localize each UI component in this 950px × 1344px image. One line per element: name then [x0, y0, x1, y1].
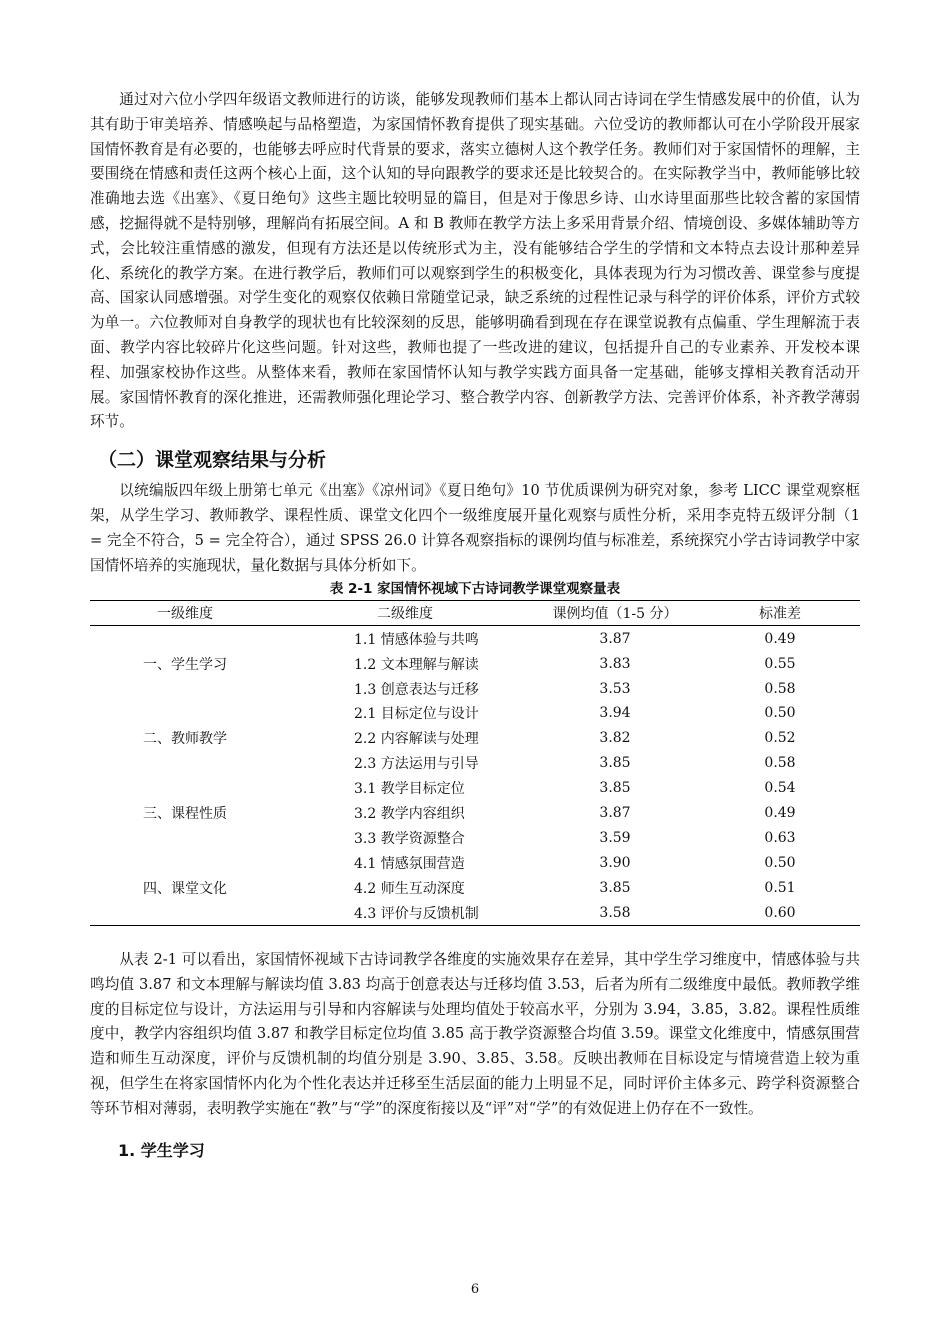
- mean-cell: 3.85: [599, 879, 631, 896]
- sd-cell: 0.58: [764, 680, 796, 697]
- subdimension-cell: 2.2 内容解读与处理: [354, 731, 479, 748]
- dimension-cell: 三、课程性质: [143, 806, 227, 823]
- mean-cell: 3.87: [599, 630, 631, 647]
- sd-cell: 0.60: [764, 904, 796, 921]
- table-row: [90, 776, 860, 801]
- observation-table: [90, 600, 860, 926]
- spacer: [90, 926, 860, 948]
- sd-cell: 0.58: [764, 755, 796, 772]
- subdimension-cell: 1.1 情感体验与共鸣: [354, 631, 479, 648]
- header-cell: 标准差: [700, 601, 860, 626]
- mean-cell: 3.85: [599, 780, 631, 797]
- subdimension-cell: 3.2 教学内容组织: [354, 806, 465, 823]
- subdimension-cell: 4.3 评价与反馈机制: [354, 905, 479, 922]
- mean-cell: 3.58: [599, 904, 631, 921]
- sd-cell: 0.49: [764, 805, 796, 822]
- document-page: [90, 88, 860, 1166]
- table-caption: 表 2-1 家国情怀视域下古诗词教学课堂观察量表: [329, 581, 621, 598]
- sd-cell: 0.63: [764, 829, 796, 846]
- header-cell: 课例均值（1-5 分）: [530, 601, 700, 626]
- dimension-cell: 四、课堂文化: [143, 880, 227, 897]
- table-header-row: [90, 601, 860, 626]
- mean-cell: 3.94: [599, 705, 631, 722]
- header-cell: 二级维度: [280, 601, 530, 626]
- mean-cell: 3.83: [599, 655, 631, 672]
- subsection-heading: 1. 学生学习: [118, 1140, 205, 1160]
- body-paragraph-observation: 以统编版四年级上册第七单元《出塞》《凉州词》《夏日绝句》10 节优质课例为研究对象，参考 LICC 课堂观察框架，从学生学习、教师教学、课程性质、课堂文化四个一级维度展开量化观察与质性分析，采用李克特五级评分制（1 = 完全不符合，5 = 完全符合），通过 SPSS 26.0 计算各观察指标的课例均值与标准差，系统探究小学古诗词教学中家国情怀培养的实施现状，量化数据与具体分析如下。: [90, 482, 860, 574]
- mean-cell: 3.85: [599, 755, 631, 772]
- subdimension-cell: 4.2 师生互动深度: [354, 880, 465, 897]
- subdimension-cell: 1.2 文本理解与解读: [354, 656, 479, 673]
- table-row: [90, 626, 860, 651]
- page-number: 6: [470, 1282, 480, 1297]
- header-cell: 一级维度: [90, 601, 280, 626]
- table-row: [90, 850, 860, 875]
- subdimension-cell: 2.1 目标定位与设计: [354, 706, 479, 723]
- subdimension-cell: 3.3 教学资源整合: [354, 830, 465, 847]
- mean-cell: 3.82: [599, 730, 631, 747]
- sd-cell: 0.51: [764, 879, 796, 896]
- sd-cell: 0.54: [764, 780, 796, 797]
- mean-cell: 3.53: [599, 680, 631, 697]
- section-heading: （二）课堂观察结果与分析: [98, 449, 327, 472]
- body-paragraph-interview: 通过对六位小学四年级语文教师进行的访谈，能够发现教师们基本上都认同古诗词在学生情感发展中的价值，认为其有助于审美培养、情感唤起与品格塑造，为家国情怀教育提供了现实基础。六位受访的教师都认可在小学阶段开展家国情怀教育是有必要的，也能够去呼应时代背景的要求，落实立德树人这个教学任务。教师们对于家国情怀的理解，主要围绕在情感和责任这两个核心上面，这个认知的导向跟教学的要求还是比较契合的。在实际教学当中，教师能够比较准确地去选《出塞》、《夏日绝句》这些主题比较明显的篇目，但是对于像思乡诗、山水诗里面那些比较含蓄的家国情感，挖掘得就不是特别够，理解尚有拓展空间。A 和 B 教师在教学方法上多采用背景介绍、情境创设、多媒体辅助等方式，会比较注重情感的激发，但现有方法还是以传统形式为主，没有能够结合学生的学情和文本特点去设计那种差异化、系统化的教学方案。在进行教学后，教师们可以观察到学生的积极变化，具体表现为行为习惯改善、课堂参与度提高、国家认同感增强。对学生变化的观察仅依赖日常随堂记录，缺乏系统的过程性记录与科学的评价体系，评价方式较为单一。六位教师对自身教学的现状也有比较深刻的反思，能够明确看到现在存在课堂说教有点偏重、学生理解流于表面、教学内容比较碎片化这些问题。针对这些，教师也提了一些改进的建议，包括提升自己的专业素养、开发校本课程、加强家校协作这些。从整体来看，教师在家国情怀认知与教学实践方面具备一定基础，能够支撑相关教育活动开展。家国情怀教育的深化推进，还需教师强化理论学习、整合教学内容、创新教学方法、完善评价体系，补齐教学薄弱环节。: [90, 91, 860, 431]
- sd-cell: 0.49: [764, 630, 796, 647]
- sd-cell: 0.50: [764, 705, 796, 722]
- mean-cell: 3.87: [599, 805, 631, 822]
- subdimension-cell: 4.1 情感氛围营造: [354, 855, 465, 872]
- sd-cell: 0.50: [764, 854, 796, 871]
- table-row: [90, 701, 860, 726]
- dimension-cell: 一、学生学习: [143, 656, 227, 673]
- subdimension-cell: 2.3 方法运用与引导: [354, 756, 479, 773]
- body-paragraph-analysis: 从表 2-1 可以看出，家国情怀视域下古诗词教学各维度的实施效果存在差异，其中学生学习维度中，情感体验与共鸣均值 3.87 和文本理解与解读均值 3.83 均高于创意表达与迁移均值 3.53，后者为所有二级维度中最低。教师教学维度的目标定位与设计，方法运用与引导和内容解读与处理均值处于较高水平，分别为 3.94，3.85，3.82。课程性质维度中，教学内容组织均值 3.87 和教学目标定位均值 3.85 高于教学资源整合均值 3.59。课堂文化维度中，情感氛围营造和师生互动深度，评价与反馈机制的均值分别是 3.90、3.85、3.58。反映出教师在目标设定与情境营造上较为重视，但学生在将家国情怀内化为个性化表达并迁移至生活层面的能力上明显不足，同时评价主体多元、跨学科资源整合等环节相对薄弱，表明教学实施在“教”与“学”的深度衔接以及“评”对“学”的有效促进上仍存在不一致性。: [90, 951, 860, 1117]
- subdimension-cell: 3.1 教学目标定位: [354, 781, 465, 798]
- sd-cell: 0.55: [764, 655, 796, 672]
- mean-cell: 3.59: [599, 829, 631, 846]
- sd-cell: 0.52: [764, 730, 796, 747]
- mean-cell: 3.90: [599, 854, 631, 871]
- dimension-cell: 二、教师教学: [143, 731, 227, 748]
- subdimension-cell: 1.3 创意表达与迁移: [354, 681, 479, 698]
